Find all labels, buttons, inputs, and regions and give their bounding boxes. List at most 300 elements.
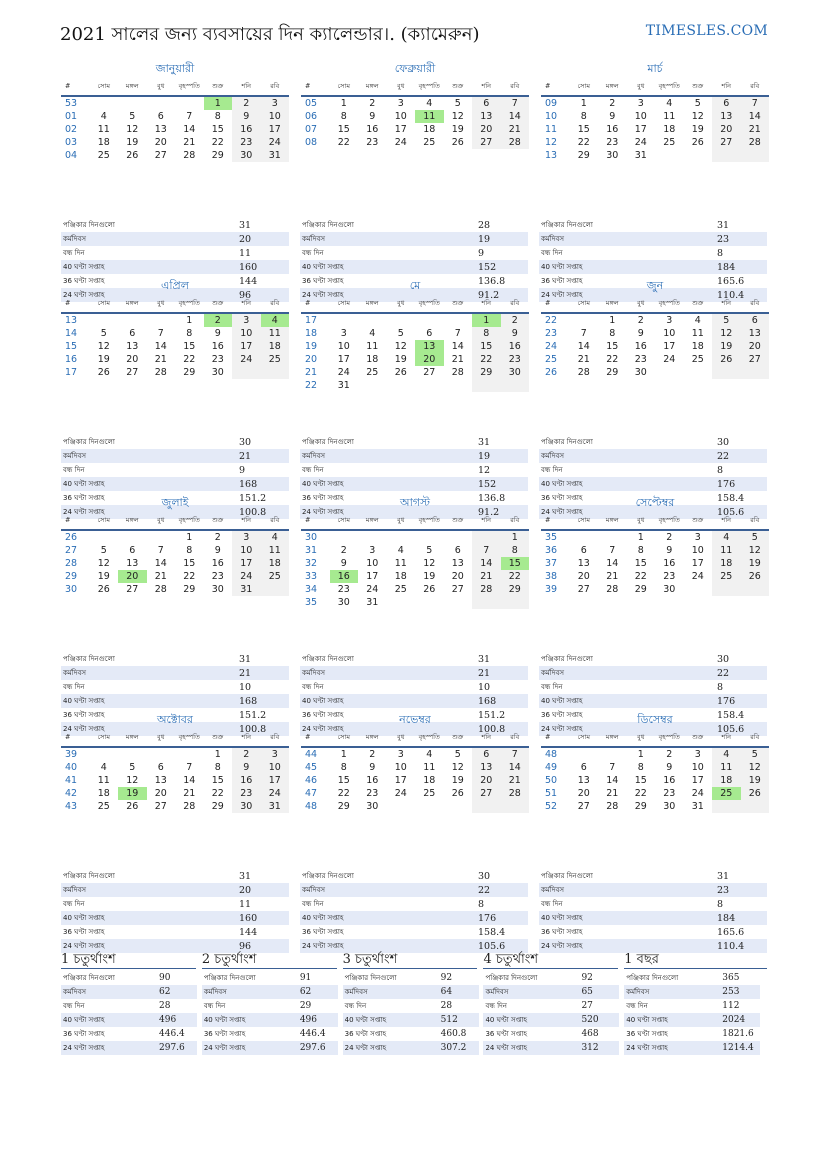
day-cell[interactable]: 30 (337, 597, 350, 608)
day-cell[interactable]: 5 (454, 749, 461, 760)
day-cell[interactable]: 8 (214, 111, 221, 122)
day-cell[interactable]: 15 (211, 124, 224, 135)
day-cell[interactable]: 28 (154, 584, 167, 595)
day-cell[interactable]: 8 (637, 545, 644, 556)
day-cell[interactable]: 4 (666, 98, 673, 109)
day-cell[interactable]: 13 (415, 340, 444, 353)
day-cell[interactable]: 24 (232, 570, 261, 583)
day-cell[interactable]: 18 (712, 557, 741, 570)
day-cell[interactable]: 30 (232, 800, 261, 813)
day-cell[interactable]: 26 (741, 570, 770, 583)
day-cell[interactable]: 2 (369, 98, 376, 109)
day-cell[interactable]: 2 (232, 747, 261, 761)
day-cell[interactable]: 6 (472, 747, 501, 761)
site-brand-link[interactable]: TIMESLES.COM (645, 23, 768, 39)
day-cell[interactable]: 2 (232, 96, 261, 110)
day-cell[interactable]: 21 (606, 788, 619, 799)
day-cell[interactable]: 5 (100, 328, 107, 339)
day-cell[interactable]: 25 (261, 353, 290, 366)
day-cell[interactable]: 15 (337, 124, 350, 135)
day-cell[interactable]: 27 (126, 367, 139, 378)
day-cell[interactable]: 23 (501, 353, 530, 366)
day-cell[interactable]: 12 (741, 544, 770, 557)
day-cell[interactable]: 31 (261, 149, 290, 162)
day-cell[interactable]: 23 (634, 354, 647, 365)
day-cell[interactable]: 13 (472, 110, 501, 123)
day-cell[interactable]: 25 (97, 801, 110, 812)
day-cell[interactable]: 27 (472, 787, 501, 800)
day-cell[interactable]: 21 (154, 571, 167, 582)
day-cell[interactable]: 16 (606, 124, 619, 135)
day-cell[interactable]: 6 (741, 313, 770, 327)
day-cell[interactable]: 19 (712, 340, 741, 353)
day-cell[interactable]: 12 (423, 558, 436, 569)
day-cell[interactable]: 15 (606, 341, 619, 352)
day-cell[interactable]: 11 (712, 544, 741, 557)
day-cell[interactable]: 3 (232, 313, 261, 327)
day-cell[interactable]: 10 (366, 558, 379, 569)
day-cell[interactable]: 20 (472, 123, 501, 136)
day-cell[interactable]: 26 (97, 367, 110, 378)
day-cell[interactable]: 7 (157, 545, 164, 556)
day-cell[interactable]: 26 (691, 137, 704, 148)
day-cell[interactable]: 15 (577, 124, 590, 135)
day-cell[interactable]: 18 (423, 124, 436, 135)
day-cell[interactable]: 13 (577, 775, 590, 786)
day-cell[interactable]: 24 (691, 571, 704, 582)
day-cell[interactable]: 25 (712, 570, 741, 583)
day-cell[interactable]: 30 (211, 367, 224, 378)
day-cell[interactable]: 16 (663, 558, 676, 569)
day-cell[interactable]: 17 (691, 558, 704, 569)
day-cell[interactable]: 14 (501, 761, 530, 774)
day-cell[interactable]: 5 (100, 545, 107, 556)
day-cell[interactable]: 23 (366, 137, 379, 148)
day-cell[interactable]: 29 (211, 150, 224, 161)
day-cell[interactable]: 10 (261, 110, 290, 123)
day-cell[interactable]: 7 (472, 544, 501, 557)
day-cell[interactable]: 8 (340, 111, 347, 122)
day-cell[interactable]: 22 (337, 137, 350, 148)
day-cell[interactable]: 5 (129, 111, 136, 122)
day-cell[interactable]: 9 (609, 111, 616, 122)
day-cell[interactable]: 11 (97, 775, 110, 786)
day-cell[interactable]: 11 (97, 124, 110, 135)
day-cell[interactable]: 31 (691, 801, 704, 812)
day-cell[interactable]: 16 (211, 341, 224, 352)
day-cell[interactable]: 9 (232, 110, 261, 123)
day-cell[interactable]: 15 (501, 557, 530, 570)
day-cell[interactable]: 26 (423, 584, 436, 595)
day-cell[interactable]: 10 (394, 111, 407, 122)
day-cell[interactable]: 15 (634, 775, 647, 786)
day-cell[interactable]: 22 (472, 353, 501, 366)
day-cell[interactable]: 21 (577, 354, 590, 365)
day-cell[interactable]: 24 (261, 787, 290, 800)
day-cell[interactable]: 11 (423, 762, 436, 773)
day-cell[interactable]: 16 (330, 570, 359, 583)
day-cell[interactable]: 4 (369, 328, 376, 339)
day-cell[interactable]: 17 (394, 775, 407, 786)
day-cell[interactable]: 11 (712, 761, 741, 774)
day-cell[interactable]: 20 (577, 788, 590, 799)
day-cell[interactable]: 17 (366, 571, 379, 582)
day-cell[interactable]: 23 (211, 571, 224, 582)
day-cell[interactable]: 23 (232, 787, 261, 800)
day-cell[interactable]: 10 (691, 762, 704, 773)
day-cell[interactable]: 7 (186, 762, 193, 773)
day-cell[interactable]: 12 (97, 341, 110, 352)
day-cell[interactable]: 23 (211, 354, 224, 365)
day-cell[interactable]: 8 (580, 111, 587, 122)
day-cell[interactable]: 18 (97, 137, 110, 148)
day-cell[interactable]: 29 (337, 801, 350, 812)
day-cell[interactable]: 5 (426, 545, 433, 556)
day-cell[interactable]: 19 (451, 124, 464, 135)
day-cell[interactable]: 14 (154, 558, 167, 569)
day-cell[interactable]: 21 (183, 788, 196, 799)
day-cell[interactable]: 8 (214, 762, 221, 773)
day-cell[interactable]: 27 (126, 584, 139, 595)
day-cell[interactable]: 22 (501, 570, 530, 583)
day-cell[interactable]: 13 (472, 761, 501, 774)
day-cell[interactable]: 13 (741, 327, 770, 340)
day-cell[interactable]: 7 (454, 328, 461, 339)
day-cell[interactable]: 27 (154, 150, 167, 161)
day-cell[interactable]: 17 (663, 341, 676, 352)
day-cell[interactable]: 19 (126, 137, 139, 148)
day-cell[interactable]: 10 (634, 111, 647, 122)
day-cell[interactable]: 12 (126, 775, 139, 786)
day-cell[interactable]: 25 (663, 137, 676, 148)
day-cell[interactable]: 1 (580, 98, 587, 109)
day-cell[interactable]: 27 (423, 367, 436, 378)
day-cell[interactable]: 14 (606, 775, 619, 786)
day-cell[interactable]: 5 (694, 98, 701, 109)
day-cell[interactable]: 22 (183, 354, 196, 365)
day-cell[interactable]: 24 (232, 353, 261, 366)
day-cell[interactable]: 16 (366, 775, 379, 786)
day-cell[interactable]: 28 (183, 150, 196, 161)
day-cell[interactable]: 31 (232, 583, 261, 596)
day-cell[interactable]: 6 (157, 762, 164, 773)
day-cell[interactable]: 14 (606, 558, 619, 569)
day-cell[interactable]: 25 (691, 354, 704, 365)
day-cell[interactable]: 6 (129, 328, 136, 339)
day-cell[interactable]: 3 (397, 98, 404, 109)
day-cell[interactable]: 12 (451, 762, 464, 773)
day-cell[interactable]: 16 (366, 124, 379, 135)
day-cell[interactable]: 20 (154, 137, 167, 148)
day-cell[interactable]: 18 (261, 340, 290, 353)
day-cell[interactable]: 23 (663, 571, 676, 582)
day-cell[interactable]: 14 (501, 110, 530, 123)
day-cell[interactable]: 7 (580, 328, 587, 339)
day-cell[interactable]: 21 (472, 570, 501, 583)
day-cell[interactable]: 17 (337, 354, 350, 365)
day-cell[interactable]: 28 (451, 367, 464, 378)
day-cell[interactable]: 29 (634, 584, 647, 595)
day-cell[interactable]: 20 (451, 571, 464, 582)
day-cell[interactable]: 22 (211, 137, 224, 148)
day-cell[interactable]: 2 (204, 313, 233, 327)
day-cell[interactable]: 31 (261, 800, 290, 813)
day-cell[interactable]: 17 (691, 775, 704, 786)
day-cell[interactable]: 31 (366, 597, 379, 608)
day-cell[interactable]: 17 (232, 340, 261, 353)
day-cell[interactable]: 25 (423, 137, 436, 148)
day-cell[interactable]: 1 (186, 315, 193, 326)
day-cell[interactable]: 11 (261, 544, 290, 557)
day-cell[interactable]: 15 (183, 558, 196, 569)
day-cell[interactable]: 18 (663, 124, 676, 135)
day-cell[interactable]: 12 (741, 761, 770, 774)
day-cell[interactable]: 18 (97, 788, 110, 799)
day-cell[interactable]: 13 (154, 124, 167, 135)
day-cell[interactable]: 6 (157, 111, 164, 122)
day-cell[interactable]: 28 (741, 136, 770, 149)
day-cell[interactable]: 18 (712, 774, 741, 787)
day-cell[interactable]: 20 (118, 570, 147, 583)
day-cell[interactable]: 21 (183, 137, 196, 148)
day-cell[interactable]: 26 (126, 801, 139, 812)
day-cell[interactable]: 15 (211, 775, 224, 786)
day-cell[interactable]: 29 (634, 801, 647, 812)
day-cell[interactable]: 28 (472, 583, 501, 596)
day-cell[interactable]: 22 (211, 788, 224, 799)
day-cell[interactable]: 6 (580, 762, 587, 773)
day-cell[interactable]: 10 (394, 762, 407, 773)
day-cell[interactable]: 20 (472, 774, 501, 787)
day-cell[interactable]: 30 (501, 366, 530, 379)
day-cell[interactable]: 1 (609, 315, 616, 326)
day-cell[interactable]: 15 (472, 340, 501, 353)
day-cell[interactable]: 26 (712, 353, 741, 366)
day-cell[interactable]: 3 (666, 315, 673, 326)
day-cell[interactable]: 18 (366, 354, 379, 365)
day-cell[interactable]: 4 (694, 315, 701, 326)
day-cell[interactable]: 5 (741, 747, 770, 761)
day-cell[interactable]: 9 (214, 545, 221, 556)
day-cell[interactable]: 10 (261, 761, 290, 774)
day-cell[interactable]: 17 (261, 123, 290, 136)
day-cell[interactable]: 21 (741, 123, 770, 136)
day-cell[interactable]: 7 (501, 96, 530, 110)
day-cell[interactable]: 14 (472, 557, 501, 570)
day-cell[interactable]: 14 (451, 341, 464, 352)
day-cell[interactable]: 1 (637, 749, 644, 760)
day-cell[interactable]: 2 (666, 532, 673, 543)
day-cell[interactable]: 6 (580, 545, 587, 556)
day-cell[interactable]: 9 (501, 327, 530, 340)
day-cell[interactable]: 30 (663, 801, 676, 812)
day-cell[interactable]: 14 (183, 775, 196, 786)
day-cell[interactable]: 13 (451, 558, 464, 569)
day-cell[interactable]: 28 (183, 801, 196, 812)
day-cell[interactable]: 12 (97, 558, 110, 569)
day-cell[interactable]: 4 (397, 545, 404, 556)
day-cell[interactable]: 12 (712, 327, 741, 340)
day-cell[interactable]: 27 (472, 136, 501, 149)
day-cell[interactable]: 10 (691, 545, 704, 556)
day-cell[interactable]: 8 (186, 545, 193, 556)
day-cell[interactable]: 1 (472, 313, 501, 327)
day-cell[interactable]: 29 (472, 366, 501, 379)
day-cell[interactable]: 25 (97, 150, 110, 161)
day-cell[interactable]: 7 (501, 747, 530, 761)
day-cell[interactable]: 19 (741, 774, 770, 787)
day-cell[interactable]: 4 (712, 747, 741, 761)
day-cell[interactable]: 23 (232, 136, 261, 149)
day-cell[interactable]: 12 (691, 111, 704, 122)
day-cell[interactable]: 24 (261, 136, 290, 149)
day-cell[interactable]: 20 (154, 788, 167, 799)
day-cell[interactable]: 1 (204, 96, 233, 110)
day-cell[interactable]: 19 (394, 354, 407, 365)
day-cell[interactable]: 25 (261, 570, 290, 583)
day-cell[interactable]: 19 (741, 557, 770, 570)
day-cell[interactable]: 1 (637, 532, 644, 543)
day-cell[interactable]: 25 (423, 788, 436, 799)
day-cell[interactable]: 4 (712, 530, 741, 544)
day-cell[interactable]: 29 (183, 367, 196, 378)
day-cell[interactable]: 7 (609, 545, 616, 556)
day-cell[interactable]: 6 (129, 545, 136, 556)
day-cell[interactable]: 8 (609, 328, 616, 339)
day-cell[interactable]: 23 (606, 137, 619, 148)
day-cell[interactable]: 3 (637, 98, 644, 109)
day-cell[interactable]: 7 (609, 762, 616, 773)
day-cell[interactable]: 16 (501, 340, 530, 353)
day-cell[interactable]: 25 (366, 367, 379, 378)
day-cell[interactable]: 28 (501, 787, 530, 800)
day-cell[interactable]: 20 (712, 123, 741, 136)
day-cell[interactable]: 17 (634, 124, 647, 135)
day-cell[interactable]: 19 (97, 571, 110, 582)
day-cell[interactable]: 7 (186, 111, 193, 122)
day-cell[interactable]: 29 (183, 584, 196, 595)
day-cell[interactable]: 22 (634, 571, 647, 582)
day-cell[interactable]: 11 (415, 110, 444, 123)
day-cell[interactable]: 15 (634, 558, 647, 569)
day-cell[interactable]: 24 (394, 137, 407, 148)
day-cell[interactable]: 4 (100, 762, 107, 773)
day-cell[interactable]: 21 (501, 774, 530, 787)
day-cell[interactable]: 4 (261, 530, 290, 544)
day-cell[interactable]: 3 (694, 749, 701, 760)
day-cell[interactable]: 5 (397, 328, 404, 339)
day-cell[interactable]: 9 (232, 761, 261, 774)
day-cell[interactable]: 3 (369, 545, 376, 556)
day-cell[interactable]: 19 (451, 775, 464, 786)
day-cell[interactable]: 25 (394, 584, 407, 595)
day-cell[interactable]: 6 (426, 328, 433, 339)
day-cell[interactable]: 5 (454, 98, 461, 109)
day-cell[interactable]: 1 (340, 749, 347, 760)
day-cell[interactable]: 3 (232, 530, 261, 544)
day-cell[interactable]: 30 (663, 584, 676, 595)
day-cell[interactable]: 4 (261, 313, 290, 327)
day-cell[interactable]: 13 (126, 558, 139, 569)
day-cell[interactable]: 10 (232, 544, 261, 557)
day-cell[interactable]: 3 (694, 532, 701, 543)
day-cell[interactable]: 25 (712, 787, 741, 800)
day-cell[interactable]: 21 (501, 123, 530, 136)
day-cell[interactable]: 20 (126, 354, 139, 365)
day-cell[interactable]: 10 (232, 327, 261, 340)
day-cell[interactable]: 9 (369, 762, 376, 773)
day-cell[interactable]: 19 (97, 354, 110, 365)
day-cell[interactable]: 20 (577, 571, 590, 582)
day-cell[interactable]: 26 (451, 137, 464, 148)
day-cell[interactable]: 30 (366, 801, 379, 812)
day-cell[interactable]: 18 (261, 557, 290, 570)
day-cell[interactable]: 28 (154, 367, 167, 378)
day-cell[interactable]: 16 (211, 558, 224, 569)
day-cell[interactable]: 8 (637, 762, 644, 773)
day-cell[interactable]: 4 (426, 749, 433, 760)
day-cell[interactable]: 24 (337, 367, 350, 378)
day-cell[interactable]: 29 (577, 150, 590, 161)
day-cell[interactable]: 12 (451, 111, 464, 122)
day-cell[interactable]: 30 (211, 584, 224, 595)
day-cell[interactable]: 16 (232, 774, 261, 787)
day-cell[interactable]: 17 (232, 557, 261, 570)
day-cell[interactable]: 18 (394, 571, 407, 582)
day-cell[interactable]: 13 (126, 341, 139, 352)
day-cell[interactable]: 13 (577, 558, 590, 569)
day-cell[interactable]: 17 (394, 124, 407, 135)
day-cell[interactable]: 27 (451, 584, 464, 595)
day-cell[interactable]: 11 (261, 327, 290, 340)
day-cell[interactable]: 23 (366, 788, 379, 799)
day-cell[interactable]: 11 (394, 558, 407, 569)
day-cell[interactable]: 28 (501, 136, 530, 149)
day-cell[interactable]: 8 (472, 327, 501, 340)
day-cell[interactable]: 27 (154, 801, 167, 812)
day-cell[interactable]: 24 (394, 788, 407, 799)
day-cell[interactable]: 31 (634, 150, 647, 161)
day-cell[interactable]: 11 (691, 328, 704, 339)
day-cell[interactable]: 7 (741, 96, 770, 110)
day-cell[interactable]: 1 (501, 530, 530, 544)
day-cell[interactable]: 11 (366, 341, 379, 352)
day-cell[interactable]: 2 (666, 749, 673, 760)
day-cell[interactable]: 15 (183, 341, 196, 352)
day-cell[interactable]: 7 (157, 328, 164, 339)
day-cell[interactable]: 12 (394, 341, 407, 352)
day-cell[interactable]: 12 (126, 124, 139, 135)
day-cell[interactable]: 29 (211, 801, 224, 812)
day-cell[interactable]: 26 (451, 788, 464, 799)
day-cell[interactable]: 20 (415, 353, 444, 366)
day-cell[interactable]: 16 (232, 123, 261, 136)
day-cell[interactable]: 8 (340, 762, 347, 773)
day-cell[interactable]: 24 (663, 354, 676, 365)
day-cell[interactable]: 18 (423, 775, 436, 786)
day-cell[interactable]: 21 (154, 354, 167, 365)
day-cell[interactable]: 10 (337, 341, 350, 352)
day-cell[interactable]: 29 (501, 583, 530, 596)
day-cell[interactable]: 2 (340, 545, 347, 556)
day-cell[interactable]: 30 (634, 367, 647, 378)
day-cell[interactable]: 14 (577, 341, 590, 352)
day-cell[interactable]: 9 (666, 545, 673, 556)
day-cell[interactable]: 2 (609, 98, 616, 109)
day-cell[interactable]: 27 (577, 584, 590, 595)
day-cell[interactable]: 21 (606, 571, 619, 582)
day-cell[interactable]: 24 (691, 788, 704, 799)
